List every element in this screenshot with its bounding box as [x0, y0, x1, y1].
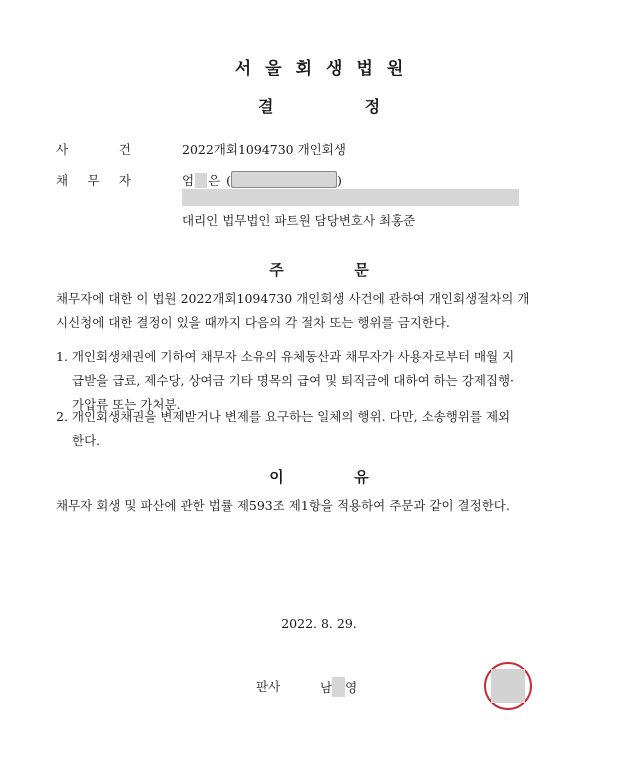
order-item-2: [56, 405, 586, 453]
debtor-name: [182, 171, 342, 189]
order-heading: [0, 259, 638, 280]
order-item-1-line-3: 가압류 또는 가처분.: [72, 397, 181, 412]
debtor-name-first: 엄: [182, 173, 195, 188]
judge-name: [320, 677, 357, 697]
reason-text: 채무자 회생 및 파산에 관한 법률 제593조 제1항을 적용하여 주문과 같이 결정한다.: [56, 498, 510, 513]
judge-label: 판사: [256, 679, 281, 694]
judge-name-first: 남: [320, 680, 333, 695]
redacted-address: [182, 189, 519, 206]
order-intro-line-1: 채무자에 대한 이 법원 2022개회1094730 개인회생 사건에 관하여 개인회생절차의 개: [56, 291, 530, 306]
order-heading-left: 주: [269, 261, 284, 279]
debtor-label-text: 채 무 자: [56, 173, 131, 188]
redacted-name-block: [195, 173, 207, 188]
order-intro-line-2: 시신청에 대한 결정이 있을 때까지 다음의 각 절차 또는 행위를 금지한다.: [56, 315, 450, 330]
court-seal: [484, 662, 532, 710]
case-label-text: 사 건: [56, 142, 131, 157]
redacted-judge-name: [332, 677, 345, 697]
debtor-name-last: 은: [208, 173, 221, 188]
order-heading-right: 문: [354, 261, 369, 279]
order-item-2-line-1: 2. 개인회생채권을 변제받거나 변제를 요구하는 일체의 행위. 다만, 소송행위를 제외: [56, 409, 511, 424]
legal-representative: 대리인 법무법인 파트원 담당변호사 최홍준: [182, 213, 416, 228]
case-number: 2022개회1094730 개인회생: [182, 142, 346, 157]
court-name: 서울회생법원: [234, 59, 418, 79]
decision-date: 2022. 8. 29.: [281, 616, 357, 631]
reason-heading-right: 유: [354, 468, 369, 486]
order-item-1-line-2: 급받을 급료, 제수당, 상여금 기타 명목의 급여 및 퇴직금에 대하여 하는 강제집행·: [72, 373, 515, 388]
debtor-id-paren-open: (: [226, 173, 232, 188]
document-title-right: 정: [364, 97, 381, 116]
reason-heading: [0, 466, 638, 487]
debtor-id-paren-close: ): [337, 173, 342, 188]
document-title: [0, 94, 638, 117]
judge-name-last: 영: [345, 680, 358, 695]
redacted-id-block: [231, 171, 337, 188]
order-item-1-line-1: 1. 개인회생채권에 기하여 채무자 소유의 유체동산과 채무자가 사용자로부터 매월 지: [56, 349, 515, 364]
case-label: [56, 140, 131, 158]
order-intro: [56, 287, 586, 335]
reason-heading-left: 이: [269, 468, 284, 486]
redacted-seal: [491, 669, 525, 703]
document-title-left: 결: [257, 97, 274, 116]
debtor-label: [56, 171, 131, 189]
order-item-2-line-2: 한다.: [72, 433, 101, 448]
